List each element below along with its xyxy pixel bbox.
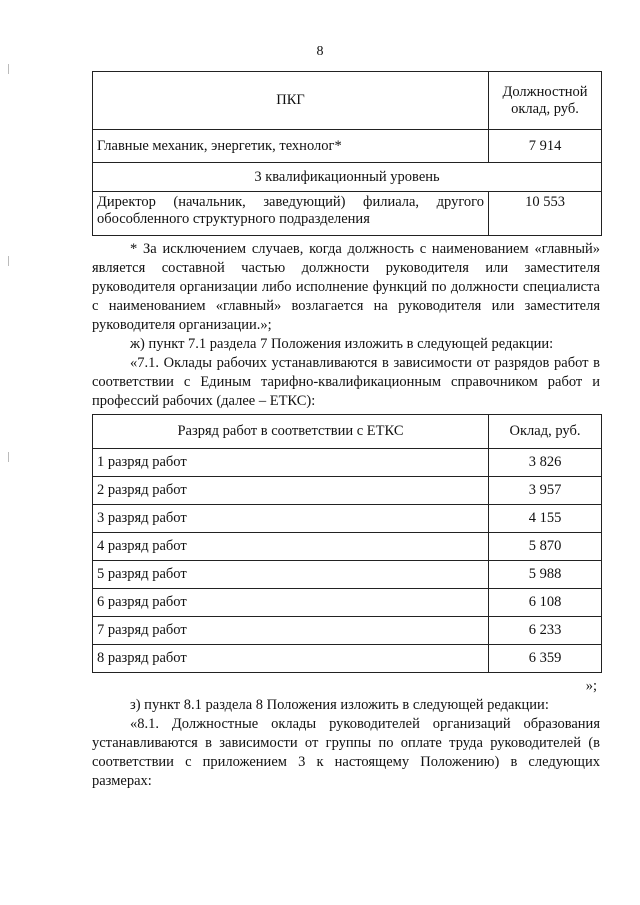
grade-name: 3 разряд работ [93, 505, 489, 533]
grade-salary: 6 359 [489, 645, 602, 673]
table-row [93, 505, 602, 533]
footnote: * За исключением случаев, когда должность с наименованием «главный» является составной частью должности руководителя или заместителя руководителя организации либо исполнение функций по должности специалиста с наименованием «главный» возлагается на руководителя или заместителя руководителя организации.»; [92, 241, 600, 333]
position-name-line2: обособленного структурного подразделения [97, 210, 370, 227]
clause-7-1: «7.1. Оклады рабочих устанавливаются в зависимости от разрядов работ в соответствии с Единым тарифно-квалификационным справочником работ и профессий рабочих (далее – ЕТКС): [92, 355, 600, 409]
table-row [93, 645, 602, 673]
table-row [93, 449, 602, 477]
header-grade: Разряд работ в соответствии с ЕТКС [93, 415, 489, 449]
table-row [93, 561, 602, 589]
grade-salary: 3 826 [489, 449, 602, 477]
position-salary-table [92, 71, 602, 236]
grade-salary: 4 155 [489, 505, 602, 533]
scan-mark [8, 256, 9, 266]
grade-name: 4 разряд работ [93, 533, 489, 561]
grade-salary: 5 870 [489, 533, 602, 561]
header-pkg: ПКГ [93, 72, 489, 130]
table-header-row [93, 72, 602, 130]
item-zh: ж) пункт 7.1 раздела 7 Положения изложить в следующей редакции: [130, 336, 554, 352]
scan-mark [8, 452, 9, 462]
grade-name: 5 разряд работ [93, 561, 489, 589]
grade-name: 1 разряд работ [93, 449, 489, 477]
scan-mark [8, 64, 9, 74]
grade-name: 6 разряд работ [93, 589, 489, 617]
position-salary: 7 914 [489, 130, 602, 163]
header-salary [489, 72, 602, 130]
table-row [93, 477, 602, 505]
table-row [93, 192, 602, 236]
grade-salary: 3 957 [489, 477, 602, 505]
work-grade-table [92, 414, 602, 673]
position-name-line1: Директор (начальник, заведующий) филиала, другого [97, 194, 484, 210]
table-header-row [93, 415, 602, 449]
qualification-level-row [93, 163, 602, 192]
header-salary-line2: оклад, руб. [511, 100, 579, 117]
grade-name: 2 разряд работ [93, 477, 489, 505]
header-salary: Оклад, руб. [489, 415, 602, 449]
position-name: Главные механик, энергетик, технолог* [93, 130, 489, 163]
position-name [93, 192, 489, 236]
grade-salary: 6 233 [489, 617, 602, 645]
page-number: 8 [316, 44, 324, 59]
table-row [93, 589, 602, 617]
table-row [93, 130, 602, 163]
item-z: з) пункт 8.1 раздела 8 Положения изложить в следующей редакции: [130, 697, 549, 713]
header-salary-line1: Должностной [502, 83, 588, 100]
position-salary: 10 553 [489, 192, 602, 236]
table-row [93, 617, 602, 645]
table-row [93, 533, 602, 561]
clause-8-1: «8.1. Должностные оклады руководителей организаций образования устанавливаются в зависимости от группы по оплате труда руководителей (в соответствии с приложением 3 к настоящему Положению) в следующих размерах: [92, 716, 600, 789]
grade-name: 8 разряд работ [93, 645, 489, 673]
qualification-level: 3 квалификационный уровень [93, 163, 602, 192]
grade-salary: 5 988 [489, 561, 602, 589]
grade-salary: 6 108 [489, 589, 602, 617]
grade-name: 7 разряд работ [93, 617, 489, 645]
closing-quote: »; [585, 678, 597, 694]
